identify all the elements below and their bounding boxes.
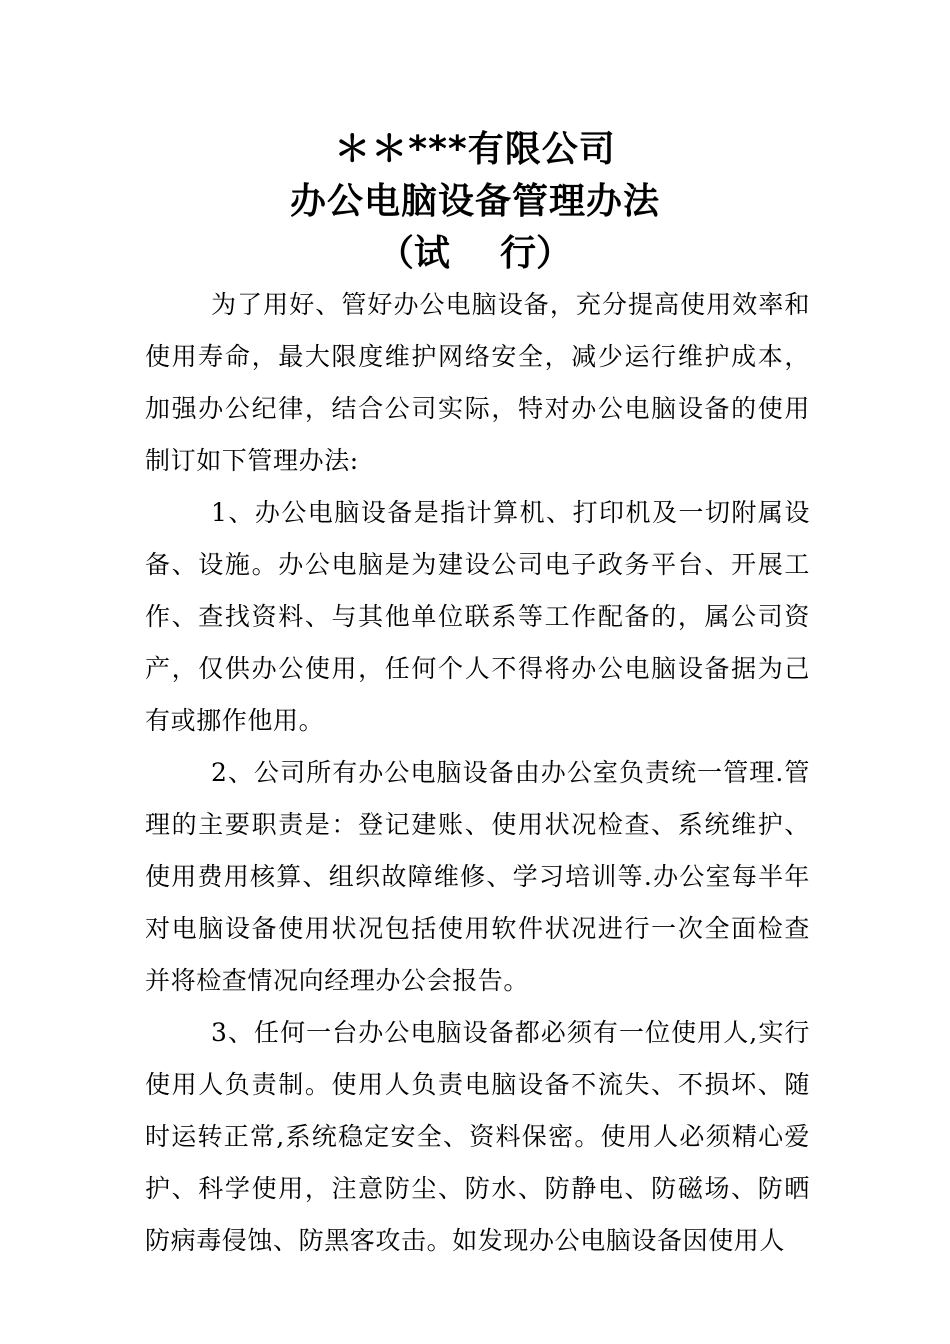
trial-label: （试 行） — [377, 233, 573, 274]
document-title: 办公电脑设备管理办法 — [289, 181, 660, 222]
article-2-paragraph: 2、公司所有办公电脑设备由办公室负责统一管理.管理的主要职责是：登记建账、使用状况检查、系统维护、使用费用核算、组织故障维修、学习培训等.办公室每半年对电脑设备使用状况包括使用软件状况进行一次全面检查并将检查情况向经理办公会报告。 — [145, 758, 810, 995]
company-title: ＊＊***有限公司 — [334, 129, 616, 170]
article-1-paragraph: 1、办公电脑设备是指计算机、打印机及一切附属设备、设施。办公电脑是为建设公司电子政务平台、开展工作、查找资料、与其他单位联系等工作配备的，属公司资产，仅供办公使用，任何个人不得将办公电脑设备据为己有或挪作他用。 — [145, 498, 810, 735]
document-title-block — [0, 124, 950, 280]
intro-paragraph: 为了用好、管好办公电脑设备，充分提高使用效率和使用寿命，最大限度维护网络安全，减少运行维护成本，加强办公纪律，结合公司实际，特对办公电脑设备的使用制订如下管理办法: — [145, 290, 810, 475]
article-3-paragraph: 3、任何一台办公电脑设备都必须有一位使用人,实行使用人负责制。使用人负责电脑设备不流失、不损坏、随时运转正常,系统稳定安全、资料保密。使用人必须精心爱护、科学使用，注意防尘、防水、防静电、防磁场、防晒防病毒侵蚀、防黑客攻击。如发现办公电脑设备因使用人 — [145, 1018, 810, 1255]
document-body — [145, 279, 810, 1267]
